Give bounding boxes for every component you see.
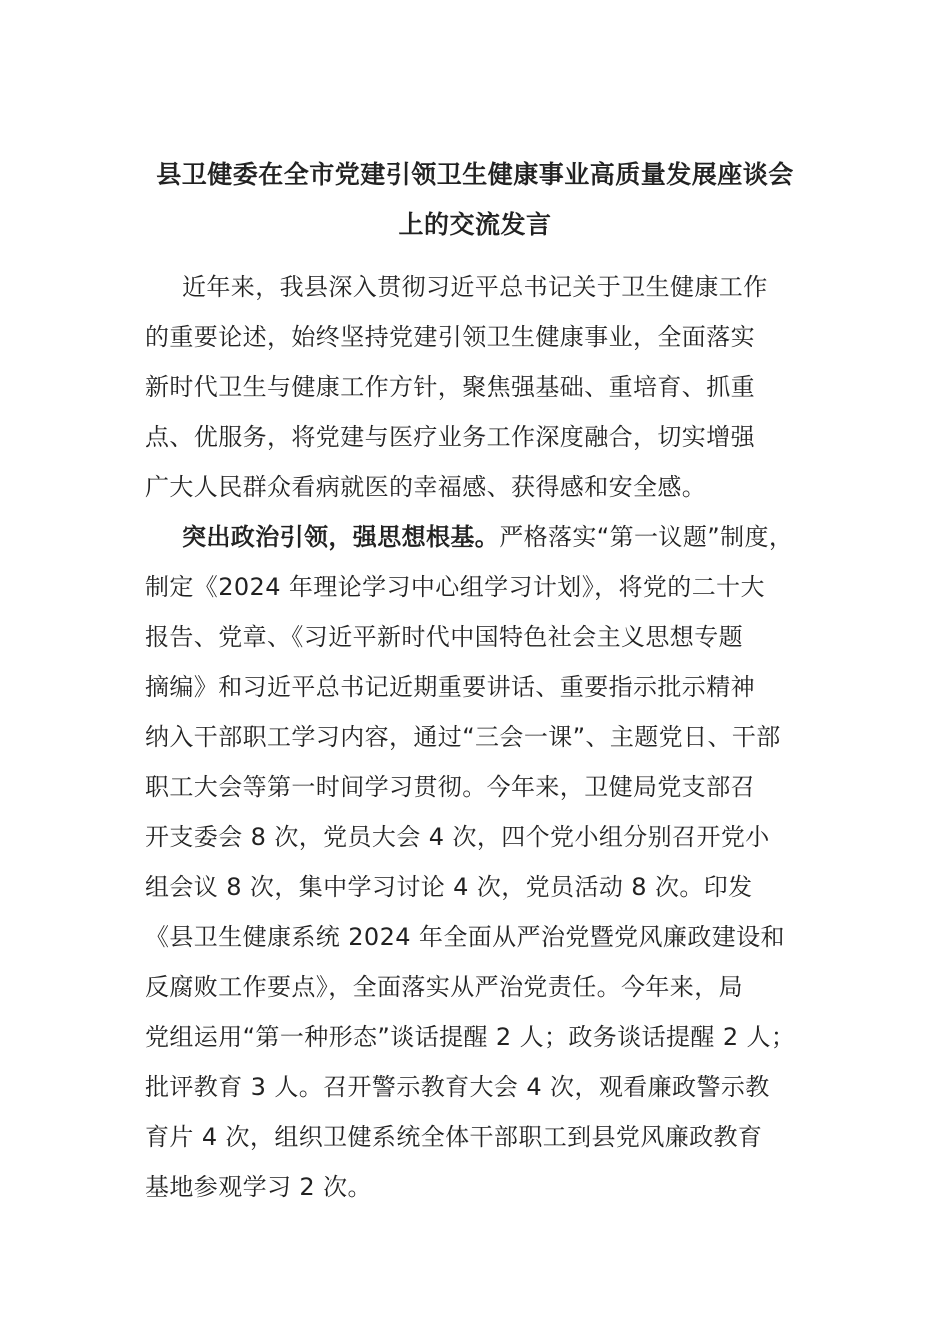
paragraph-2-line-14: 基地参观学习 2 次。 — [145, 1173, 372, 1201]
paragraph-2-line-6: 职工大会等第一时间学习贯彻。今年来，卫健局党支部召 — [145, 773, 755, 801]
paragraph-2-line-4: 摘编》和习近平总书记近期重要讲话、重要指示批示精神 — [145, 673, 755, 701]
paragraph-1-line-2: 的重要论述，始终坚持党建引领卫生健康事业，全面落实 — [145, 323, 755, 351]
paragraph-2-line-2: 制定《2024 年理论学习中心组学习计划》，将党的二十大 — [145, 573, 765, 601]
paragraph-2-line-5: 纳入干部职工学习内容，通过“三会一课”、主题党日、干部 — [145, 723, 781, 751]
paragraph-2-line-9: 《县卫生健康系统 2024 年全面从严治党暨党风廉政建设和 — [145, 923, 785, 951]
paragraph-2-line-11: 党组运用“第一种形态”谈话提醒 2 人；政务谈话提醒 2 人； — [145, 1023, 796, 1051]
paragraph-2-line-7: 开支委会 8 次，党员大会 4 次，四个党小组分别召开党小 — [145, 823, 770, 851]
document-title-line-2: 上的交流发言 — [398, 210, 552, 239]
paragraph-2-heading: 突出政治引领，强思想根基。 — [182, 523, 500, 551]
paragraph-2-line-10: 反腐败工作要点》，全面落实从严治党责任。今年来，局 — [145, 973, 743, 1001]
paragraph-2-line-8: 组会议 8 次，集中学习讨论 4 次，党员活动 8 次。印发 — [145, 873, 753, 901]
paragraph-2-line-13: 育片 4 次，组织卫健系统全体干部职工到县党风廉政教育 — [145, 1123, 763, 1151]
paragraph-2-first-line-rest: 严格落实“第一议题”制度， — [499, 523, 794, 551]
paragraph-1-line-4: 点、优服务，将党建与医疗业务工作深度融合，切实增强 — [145, 423, 755, 451]
paragraph-1-line-5: 广大人民群众看病就医的幸福感、获得感和安全感。 — [145, 473, 707, 501]
paragraph-1-line-1: 近年来，我县深入贯彻习近平总书记关于卫生健康工作 — [182, 273, 768, 301]
paragraph-2-line-3: 报告、党章、《习近平新时代中国特色社会主义思想专题 — [145, 623, 743, 651]
paragraph-2-line-12: 批评教育 3 人。召开警示教育大会 4 次，观看廉政警示教 — [145, 1073, 770, 1101]
paragraph-2-line-1 — [182, 512, 872, 562]
document-title-line-1: 县卫健委在全市党建引领卫生健康事业高质量发展座谈会 — [156, 160, 794, 189]
paragraph-1-line-3: 新时代卫生与健康工作方针，聚焦强基础、重培育、抓重 — [145, 373, 755, 401]
